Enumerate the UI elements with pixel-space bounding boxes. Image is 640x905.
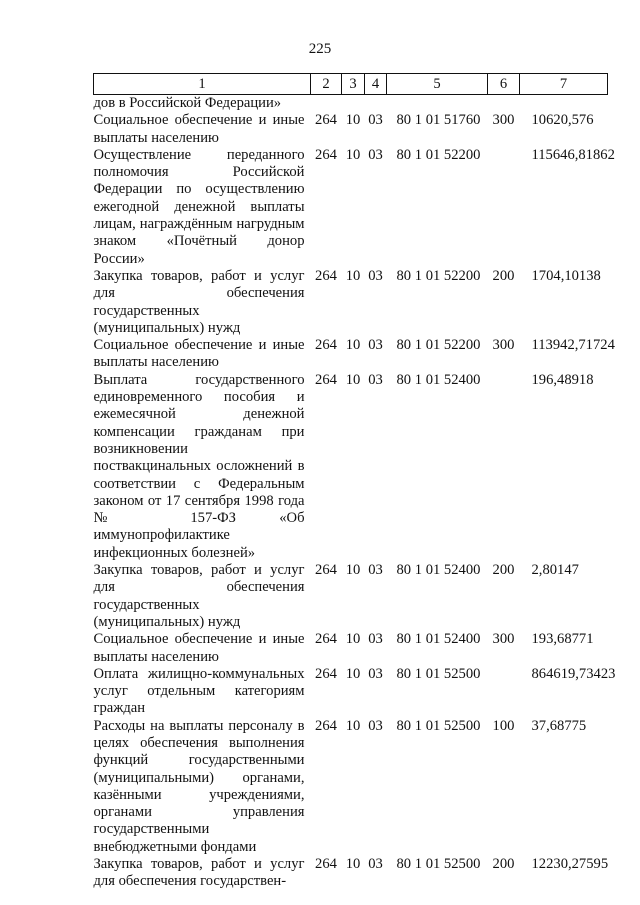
target-article-cell: 80 1 01 52400 xyxy=(396,631,481,648)
table-row xyxy=(94,631,608,666)
section-cell: 10 xyxy=(345,665,361,682)
target-article-cell: 80 1 01 52500 xyxy=(396,665,481,682)
column-header: 7 xyxy=(520,74,608,95)
subsection-cell: 03 xyxy=(368,631,383,648)
column-header: 6 xyxy=(488,74,520,95)
row-name-cell: Социальное обеспечение и иные выплаты населению xyxy=(93,112,305,146)
column-header: 3 xyxy=(342,74,365,95)
ministry-code-cell: 264 xyxy=(315,631,337,648)
table-row xyxy=(94,112,608,147)
page-number: 225 xyxy=(308,41,332,57)
amount-cell xyxy=(520,95,608,113)
ministry-code-cell: 264 xyxy=(315,856,337,873)
subsection-cell: 03 xyxy=(368,717,383,734)
amount-cell: 2,80147 xyxy=(531,562,579,579)
target-article-cell: 80 1 01 52400 xyxy=(396,562,481,579)
table-header-row xyxy=(94,74,608,95)
subsection-cell: 03 xyxy=(368,112,383,129)
expense-type-cell xyxy=(488,666,520,718)
section-cell: 10 xyxy=(345,146,361,163)
expense-type-cell: 100 xyxy=(492,717,515,734)
section-cell: 10 xyxy=(345,562,361,579)
table-row xyxy=(94,95,608,113)
target-article-cell: 80 1 01 52200 xyxy=(396,267,481,284)
target-article-cell: 80 1 01 51760 xyxy=(396,112,481,129)
section-cell xyxy=(342,95,365,113)
column-header: 5 xyxy=(387,74,488,95)
expense-type-cell: 200 xyxy=(492,267,515,284)
subsection-cell: 03 xyxy=(368,371,383,388)
amount-cell: 864619,73423 xyxy=(531,665,616,682)
target-article-cell: 80 1 01 52200 xyxy=(396,337,481,354)
subsection-cell xyxy=(365,95,387,113)
column-header: 2 xyxy=(311,74,342,95)
section-cell: 10 xyxy=(345,856,361,873)
ministry-code-cell: 264 xyxy=(315,717,337,734)
amount-cell: 113942,71724 xyxy=(531,337,615,354)
column-header: 1 xyxy=(94,74,311,95)
table-row xyxy=(94,718,608,856)
expense-type-cell: 200 xyxy=(492,856,515,873)
subsection-cell: 03 xyxy=(368,562,383,579)
amount-cell: 37,68775 xyxy=(531,717,587,734)
target-article-cell: 80 1 01 52400 xyxy=(396,371,481,388)
ministry-code-cell: 264 xyxy=(315,665,337,682)
row-name-cell: Социальное обеспечение и иные выплаты населению xyxy=(93,631,305,665)
ministry-code-cell: 264 xyxy=(315,371,337,388)
section-cell: 10 xyxy=(345,112,361,129)
amount-cell: 10620,576 xyxy=(531,112,594,129)
budget-table xyxy=(93,73,616,891)
amount-cell: 193,68771 xyxy=(531,631,594,648)
table-row xyxy=(94,147,608,268)
expense-type-cell: 300 xyxy=(492,337,515,354)
subsection-cell: 03 xyxy=(368,856,383,873)
ministry-code-cell: 264 xyxy=(315,112,337,129)
section-cell: 10 xyxy=(345,267,361,284)
section-cell: 10 xyxy=(345,631,361,648)
table-row xyxy=(94,666,608,718)
section-cell: 10 xyxy=(345,337,361,354)
amount-cell: 12230,27595 xyxy=(531,856,609,873)
expense-type-cell xyxy=(488,95,520,113)
target-article-cell xyxy=(387,95,488,113)
section-cell: 10 xyxy=(345,717,361,734)
row-name-cell: Закупка товаров, работ и услуг для обеспечения государственных (муниципальных) нужд xyxy=(93,562,305,630)
target-article-cell: 80 1 01 52200 xyxy=(396,146,481,163)
subsection-cell: 03 xyxy=(368,267,383,284)
subsection-cell: 03 xyxy=(368,665,383,682)
ministry-code-cell: 264 xyxy=(315,562,337,579)
subsection-cell: 03 xyxy=(368,337,383,354)
row-name-cell: Закупка товаров, работ и услуг для обеспечения государствен- xyxy=(93,856,305,890)
ministry-code-cell xyxy=(311,95,342,113)
ministry-code-cell: 264 xyxy=(315,267,337,284)
row-name-cell: Расходы на выплаты персоналу в целях обеспечения выполнения функций государственными (муниципальными) органами, казёнными учреждениями, органами управления государственными внебюджетными фондами xyxy=(93,717,305,855)
table-row xyxy=(94,562,608,631)
row-name-cell: дов в Российской Федерации» xyxy=(93,95,282,111)
expense-type-cell: 300 xyxy=(492,112,515,129)
subsection-cell: 03 xyxy=(368,146,383,163)
target-article-cell: 80 1 01 52500 xyxy=(396,717,481,734)
expense-type-cell xyxy=(488,147,520,268)
row-name-cell: Выплата государственного единовременного пособия и ежемесячной денежной компенсации гражданам при возникновении поствакцинальных осложнений в соответствии с Федеральным законом от 17 сентября 1998 года № 157-ФЗ «Об иммунопрофилактике инфекционных болезней» xyxy=(93,371,305,561)
expense-type-cell xyxy=(488,372,520,562)
target-article-cell: 80 1 01 52500 xyxy=(396,856,481,873)
ministry-code-cell: 264 xyxy=(315,337,337,354)
row-name-cell: Социальное обеспечение и иные выплаты населению xyxy=(93,337,305,371)
section-cell: 10 xyxy=(345,371,361,388)
row-name-cell: Осуществление переданного полномочия Российской Федерации по осуществлению ежегодной денежной выплаты лицам, награждённым нагрудным знаком «Почётный донор России» xyxy=(93,146,305,267)
table-body xyxy=(93,95,616,891)
amount-cell: 1704,10138 xyxy=(531,267,601,284)
ministry-code-cell: 264 xyxy=(315,146,337,163)
expense-type-cell: 200 xyxy=(492,562,515,579)
table-row xyxy=(94,268,608,337)
expense-type-cell: 300 xyxy=(492,631,515,648)
table-row xyxy=(94,856,608,891)
row-name-cell: Оплата жилищно-коммунальных услуг отдельным категориям граждан xyxy=(93,665,305,717)
table-row xyxy=(94,337,608,372)
table-row xyxy=(94,372,608,562)
amount-cell: 115646,81862 xyxy=(531,146,615,163)
amount-cell: 196,48918 xyxy=(531,371,594,388)
row-name-cell: Закупка товаров, работ и услуг для обеспечения государственных (муниципальных) нужд xyxy=(93,267,305,336)
column-header: 4 xyxy=(365,74,387,95)
